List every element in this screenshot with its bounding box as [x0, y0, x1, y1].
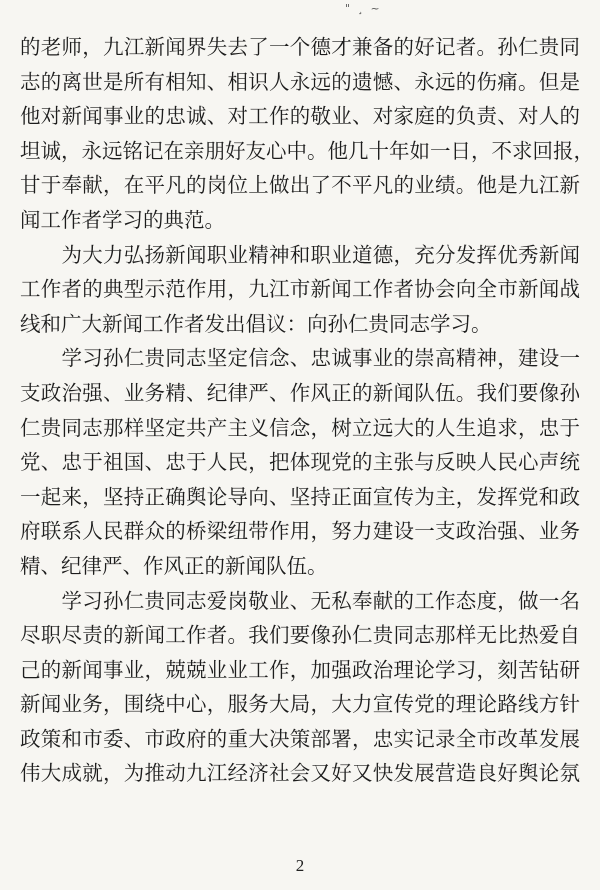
paragraph-2: [20, 238, 580, 342]
text-line: 的老师，九江新闻界失去了一个德才兼备的好记者。孙仁贵同: [20, 35, 580, 59]
text-line: 他对新闻事业的忠诚、对工作的敬业、对家庭的负责、对人的: [20, 104, 580, 129]
text-line: 一起来，坚持正确舆论导向、坚持正面宣传为主，发挥党和政: [20, 484, 580, 509]
text-line: 仁贵同志那样坚定共产主义信念，树立远大的人生追求，忠于: [20, 415, 580, 440]
paragraph-4: [20, 584, 580, 792]
text-line: 府联系人民群众的桥梁纽带作用，努力建设一支政治强、业务: [20, 519, 580, 544]
text-line: 志的离世是所有相知、相识人永远的遗憾、永远的伤痛。但是: [20, 69, 580, 94]
text-line: 线和广大新闻工作者发出倡议：向孙仁贵同志学习。: [20, 311, 492, 336]
page-number: 2: [295, 856, 305, 875]
text-line: 党、忠于祖国、忠于人民，把体现党的主张与反映人民心声统: [20, 450, 580, 475]
text-line: 工作者的典型示范作用，九江市新闻工作者协会向全市新闻战: [20, 277, 580, 302]
scan-marks: " ¸ ~: [345, 2, 382, 15]
text-line: 支政治强、业务精、纪律严、作风正的新闻队伍。我们要像孙: [20, 380, 580, 405]
text-line: 新闻业务，围绕中心，服务大局，大力宣传党的理论路线方针: [20, 692, 580, 717]
text-line: 精、纪律严、作风正的新闻队伍。: [20, 553, 328, 578]
paragraph-3: [20, 341, 580, 583]
text-line: 学习孙仁贵同志爱岗敬业、无私奉献的工作态度，做一名: [20, 588, 580, 613]
text-line: 学习孙仁贵同志坚定信念、忠诚事业的崇高精神，建设一: [20, 346, 580, 371]
text-line: 尽职尽责的新闻工作者。我们要像孙仁贵同志那样无比热爱自: [20, 623, 580, 648]
text-line: 坦诚，永远铭记在亲朋好友心中。他几十年如一日，不求回报，: [20, 138, 594, 163]
text-line: 政策和市委、市政府的重大决策部署，忠实记录全市改革发展: [20, 726, 580, 751]
text-line: 伟大成就，为推动九江经济社会又好又快发展营造良好舆论氛: [20, 761, 580, 786]
text-line: 己的新闻事业，兢兢业业工作，加强政治理论学习，刻苦钻研: [20, 657, 580, 682]
text-line: 闻工作者学习的典范。: [20, 207, 225, 232]
paragraph-1: [20, 30, 594, 238]
text-line: 甘于奉献，在平凡的岗位上做出了不平凡的业绩。他是九江新: [20, 173, 580, 198]
text-line: 为大力弘扬新闻职业精神和职业道德，充分发挥优秀新闻: [20, 242, 580, 267]
body-text: [20, 30, 594, 791]
